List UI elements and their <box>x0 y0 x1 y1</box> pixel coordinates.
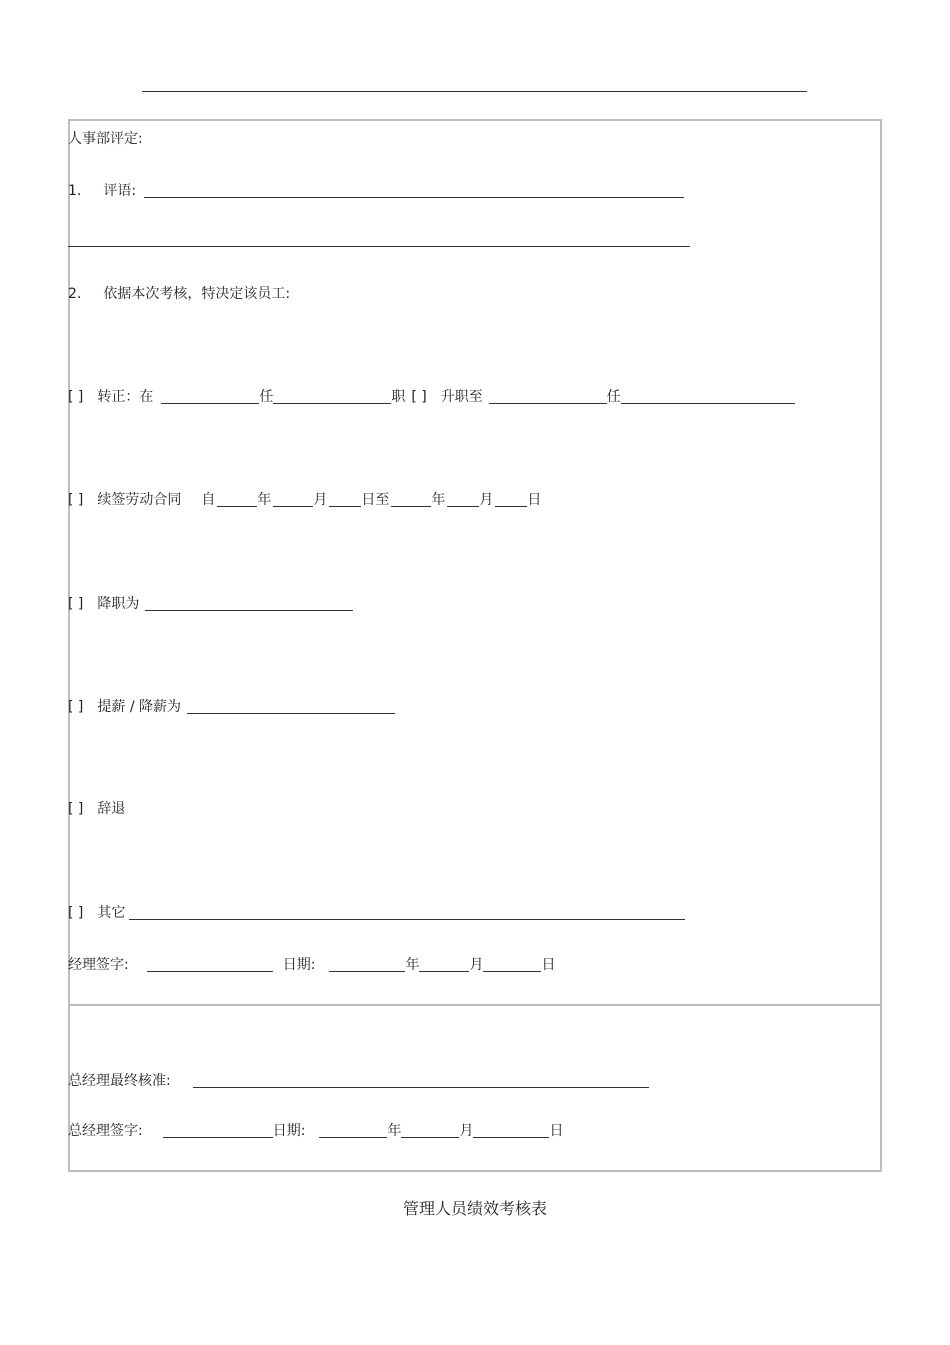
renew-label: 续签劳动合同 <box>97 492 182 508</box>
manager-year-label: 年 <box>405 957 420 973</box>
gm-month-label: 月 <box>459 1123 474 1139</box>
gm-date-label: 日期: <box>272 1123 306 1139</box>
manager-day-line[interactable] <box>483 957 541 972</box>
renew-end-year-label: 年 <box>431 492 446 508</box>
promote-dept-line[interactable] <box>489 389 607 404</box>
gm-day-line[interactable] <box>473 1123 549 1138</box>
renew-checkbox[interactable]: [ ] <box>68 492 84 508</box>
promote-label: 升职至 <box>440 389 483 405</box>
gm-approval-row <box>68 1072 649 1090</box>
manager-month-label: 月 <box>469 957 484 973</box>
promote-checkbox[interactable]: [ ] <box>411 389 427 405</box>
comment-number: 1. <box>68 183 82 199</box>
gm-approval-label: 总经理最终核准: <box>68 1073 171 1089</box>
promote-ren-label: 任 <box>606 389 621 405</box>
salary-input-line[interactable] <box>187 699 395 714</box>
manager-sign-row <box>68 956 555 974</box>
option-other <box>68 904 685 922</box>
confirm-label: 转正：在 <box>97 389 154 405</box>
manager-sign-line[interactable] <box>147 957 273 972</box>
renew-start-year-line[interactable] <box>217 492 257 507</box>
confirm-ren-label: 任 <box>259 389 274 405</box>
hr-section-title: 人事部评定: <box>68 131 143 147</box>
option-confirm-promote <box>68 388 795 406</box>
header-rule <box>142 91 807 92</box>
option-salary-change <box>68 698 395 716</box>
salary-checkbox[interactable]: [ ] <box>68 699 84 715</box>
gm-approval-line[interactable] <box>193 1073 649 1088</box>
renew-from-label: 自 <box>201 492 216 508</box>
comment-label: 评语: <box>103 183 137 199</box>
other-input-line[interactable] <box>129 905 685 920</box>
comment-row <box>68 182 684 200</box>
decision-label: 依据本次考核，特决定该员工: <box>103 286 291 302</box>
manager-date-label: 日期: <box>282 957 316 973</box>
comment-second-line[interactable] <box>68 232 690 247</box>
renew-month-label: 月 <box>313 492 328 508</box>
option-demote <box>68 595 353 613</box>
confirm-dept-line[interactable] <box>161 389 259 404</box>
option-dismiss <box>68 800 125 818</box>
renew-end-month-line[interactable] <box>447 492 479 507</box>
other-label: 其它 <box>97 905 126 921</box>
confirm-zhi-label: 职 <box>391 389 406 405</box>
gm-sign-row <box>68 1122 563 1140</box>
other-checkbox[interactable]: [ ] <box>68 905 84 921</box>
renew-year-label: 年 <box>257 492 272 508</box>
confirm-position-line[interactable] <box>273 389 391 404</box>
hr-evaluation-box <box>68 119 882 1006</box>
comment-input-line[interactable] <box>144 183 684 198</box>
gm-sign-label: 总经理签字: <box>68 1123 143 1139</box>
gm-month-line[interactable] <box>401 1123 459 1138</box>
renew-start-month-line[interactable] <box>273 492 313 507</box>
dismiss-label: 辞退 <box>97 801 126 817</box>
manager-sign-label: 经理签字: <box>68 957 129 973</box>
renew-end-month-label: 月 <box>479 492 494 508</box>
renew-start-day-line[interactable] <box>329 492 361 507</box>
renew-end-day-label: 日 <box>527 492 542 508</box>
manager-year-line[interactable] <box>329 957 405 972</box>
confirm-checkbox[interactable]: [ ] <box>68 389 84 405</box>
decision-row <box>68 285 290 303</box>
salary-label: 提薪 / 降薪为 <box>97 699 181 715</box>
document-caption: 管理人员绩效考核表 <box>402 1199 547 1218</box>
dismiss-checkbox[interactable]: [ ] <box>68 801 84 817</box>
option-renew-contract <box>68 491 541 509</box>
demote-label: 降职为 <box>97 596 140 612</box>
demote-input-line[interactable] <box>145 596 353 611</box>
gm-year-line[interactable] <box>319 1123 387 1138</box>
gm-year-label: 年 <box>387 1123 402 1139</box>
demote-checkbox[interactable]: [ ] <box>68 596 84 612</box>
renew-end-year-line[interactable] <box>391 492 431 507</box>
gm-day-label: 日 <box>549 1123 564 1139</box>
manager-month-line[interactable] <box>419 957 469 972</box>
decision-number: 2. <box>68 286 82 302</box>
gm-sign-line[interactable] <box>163 1123 273 1138</box>
promote-position-line[interactable] <box>621 389 795 404</box>
manager-day-label: 日 <box>541 957 556 973</box>
renew-day-to-label: 日至 <box>361 492 390 508</box>
renew-end-day-line[interactable] <box>495 492 527 507</box>
